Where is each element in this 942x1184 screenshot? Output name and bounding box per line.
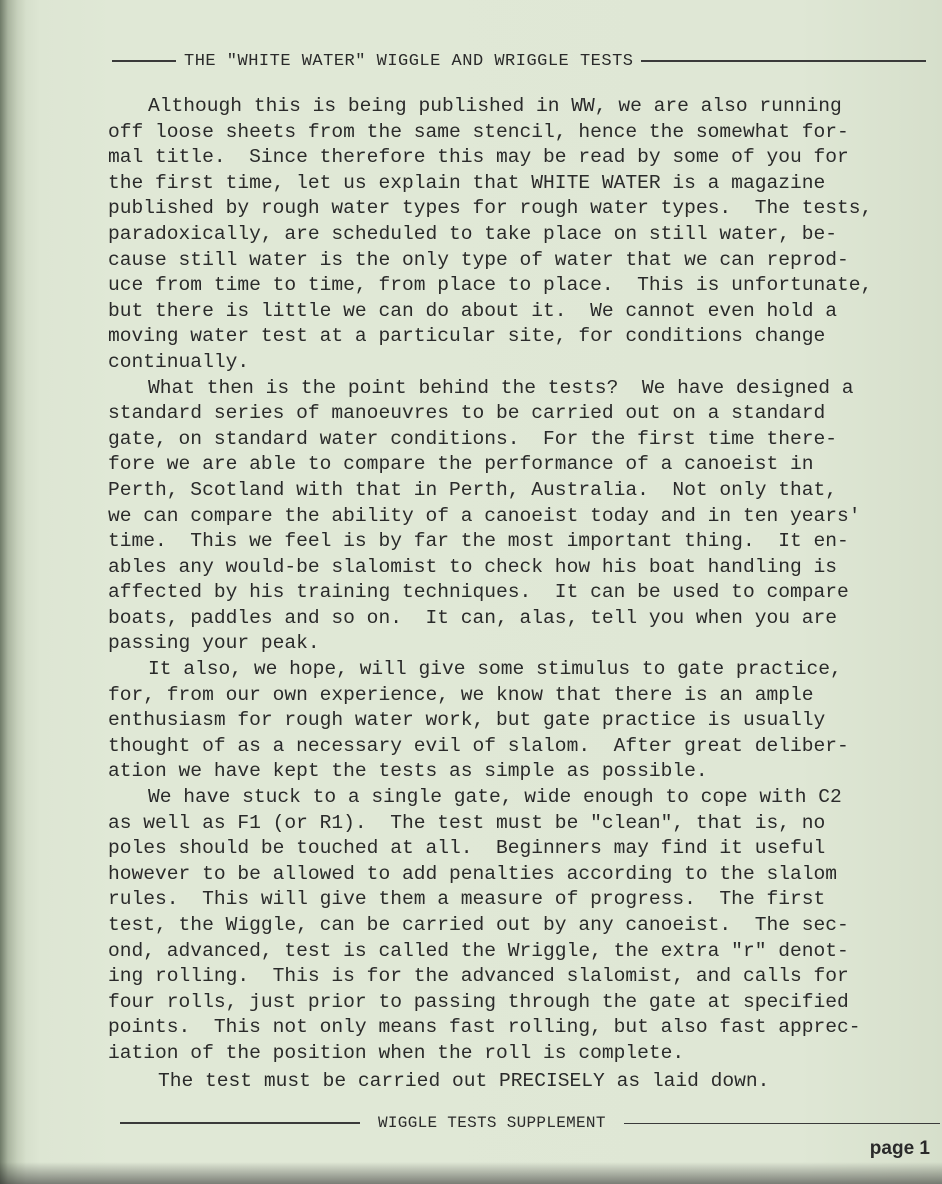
text-line: published by rough water types for rough water types. The tests, <box>108 197 873 220</box>
text-line: points. This not only means fast rolling, but also fast apprec- <box>108 1016 861 1039</box>
bottom-shadow <box>0 1162 942 1184</box>
text-line: What then is the point behind the tests? We have designed a <box>148 376 854 399</box>
text-line: as well as F1 (or R1). The test must be "clean", that is, no <box>108 811 826 834</box>
text-line: boats, paddles and so on. It can, alas, tell you when you are <box>108 606 838 629</box>
text-line: paradoxically, are scheduled to take place on still water, be- <box>108 222 838 245</box>
text-line: continually. <box>108 350 250 373</box>
page-number: page 1 <box>869 1138 930 1159</box>
text-line: thought of as a necessary evil of slalom. After great deliber- <box>108 734 849 757</box>
closing-line: The test must be carried out PRECISELY as laid down. <box>158 1070 770 1092</box>
header-rule-right <box>641 60 926 62</box>
footer-title: WIGGLE TESTS SUPPLEMENT <box>378 1114 606 1132</box>
paragraph-intro <box>108 94 938 376</box>
text-line: passing your peak. <box>108 632 320 655</box>
paragraph-purpose <box>108 376 938 658</box>
text-line: mal title. Since therefore this may be read by some of you for <box>108 146 849 169</box>
paragraph-gate <box>108 785 938 1067</box>
text-line: for, from our own experience, we know that there is an ample <box>108 683 814 706</box>
text-line: Although this is being published in WW, we are also running <box>148 95 842 117</box>
text-line: uce from time to time, from place to place. This is unfortunate, <box>108 274 873 297</box>
page-footer <box>120 1110 940 1136</box>
binding-edge <box>0 0 26 1184</box>
footer-rule-left <box>120 1122 360 1124</box>
text-line: but there is little we can do about it. We cannot even hold a <box>108 299 838 322</box>
text-line: time. This we feel is by far the most important thing. It en- <box>108 530 849 553</box>
text-line: Perth, Scotland with that in Perth, Australia. Not only that, <box>108 478 838 501</box>
text-line: gate, on standard water conditions. For the first time there- <box>108 427 838 450</box>
text-line: four rolls, just prior to passing through the gate at specified <box>108 990 849 1013</box>
text-line: moving water test at a particular site, for conditions change <box>108 325 826 348</box>
text-line: iation of the position when the roll is complete. <box>108 1041 685 1064</box>
body-text <box>108 94 938 1067</box>
footer-rule-right <box>624 1123 940 1124</box>
text-line: standard series of manoeuvres to be carried out on a standard <box>108 402 826 425</box>
text-line: enthusiasm for rough water work, but gate practice is usually <box>108 709 826 732</box>
text-line: affected by his training techniques. It can be used to compare <box>108 581 849 604</box>
text-line: ables any would-be slalomist to check how his boat handling is <box>108 555 838 578</box>
page-header <box>112 46 926 76</box>
text-line: the first time, let us explain that WHITE WATER is a magazine <box>108 171 826 194</box>
text-line: cause still water is the only type of water that we can reprod- <box>108 248 849 271</box>
text-line: poles should be touched at all. Beginners may find it useful <box>108 837 826 860</box>
header-rule-left <box>112 60 176 62</box>
text-line: we can compare the ability of a canoeist today and in ten years' <box>108 504 861 527</box>
text-line: test, the Wiggle, can be carried out by any canoeist. The sec- <box>108 914 849 936</box>
text-line: ing rolling. This is for the advanced slalomist, and calls for <box>108 965 849 988</box>
text-line: off loose sheets from the same stencil, hence the somewhat for- <box>108 120 849 143</box>
text-line: ation we have kept the tests as simple as possible. <box>108 760 708 783</box>
text-line: ond, advanced, test is called the Wriggle, the extra "r" denot- <box>108 939 849 962</box>
text-line: fore we are able to compare the performance of a canoeist in <box>108 453 814 476</box>
text-line: rules. This will give them a measure of progress. The first <box>108 888 826 911</box>
text-line: however to be allowed to add penalties according to the slalom <box>108 862 838 885</box>
text-line: It also, we hope, will give some stimulus to gate practice, <box>148 658 842 681</box>
paragraph-stimulus <box>108 657 938 785</box>
header-title: THE "WHITE WATER" WIGGLE AND WRIGGLE TESTS <box>184 51 634 71</box>
text-line: We have stuck to a single gate, wide enough to cope with C2 <box>148 786 842 809</box>
